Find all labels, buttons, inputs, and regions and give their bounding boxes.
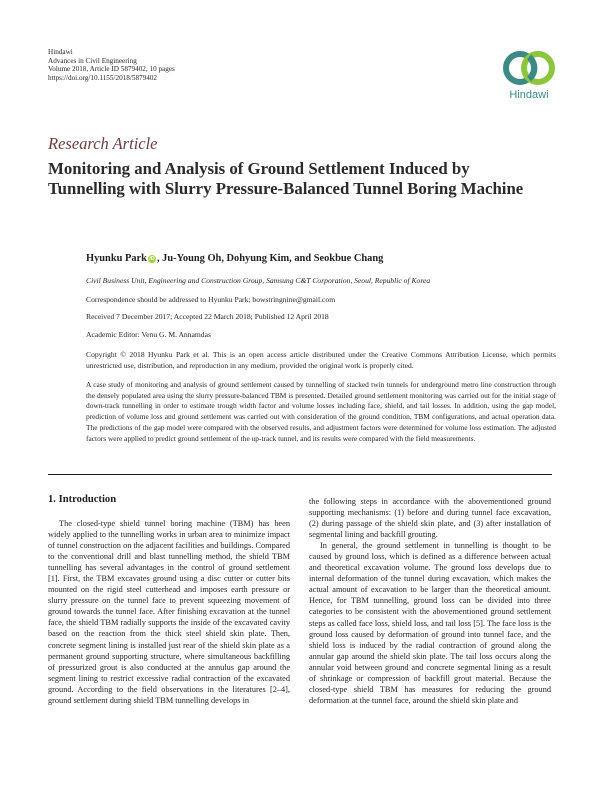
intro-paragraph-2: In general, the ground settlement in tunnelling is thought to be caused by ground loss, which is defined as a difference between actual and theoretical excavation volume. The ground loss develops due to internal deformation of the tunnel during excavation, which makes the actual amount of excavation to be larger than the theoretical amount. Hence, for TBM tunnelling, ground loss can be divided into three categories to be consistent with the abovementioned ground settlement steps as called face loss, shield loss, and tail loss [5]. The face loss is the ground loss caused by deformation of ground into tunnel face, and the shield loss is induced by the radial contraction of ground along the annular gap around the shield skin plate. The tail loss occurs along the annular void between ground and concrete segmental lining as a result of shrinkage or compression of backfill grout material. Because the closed-type shield TBM has measures for reducing the ground deformation at the tunnel face, around the shield skin plate and xyxy=(309,541,551,705)
section-divider xyxy=(48,474,552,475)
orcid-icon[interactable]: iD xyxy=(149,256,155,262)
journal-meta xyxy=(48,48,175,82)
intro-paragraph-1: The closed-type shield tunnel boring machine (TBM) has been widely applied to the tunnelling works in urban area to minimize impact of tunnel construction on the adjacent facilities and buildings. Compared to the conventional drill and blast tunnelling method, the shield TBM tunnelling has several advantages in the control of ground settlement [1]. First, the TBM excavates ground using a disc cutter or cutter bits mounted on the rigid steel cutterhead and imposes earth pressure or slurry pressure on the tunnel face to prevent squeezing movement of ground towards the tunnel face. After finishing excavation at the tunnel face, the shield TBM radially supports the inside of the excavated cavity based on the reaction from the thick steel shield skin plate. Then, concrete segment lining is installed just rear of the shield skin plate as a permanent ground supporting structure, where simultaneous backfilling of pressurized grout is also conducted at the annulus gap around the segment lining to restrict excessive radial contraction of the excavated ground. According to the field observations in the literatures [2–4], ground settlement during shield TBM tunnelling develops in xyxy=(48,519,290,705)
doi-link[interactable]: https://doi.org/10.1155/2018/5879402 xyxy=(48,73,158,82)
publisher-name: Hindawi xyxy=(48,48,73,56)
abstract: A case study of monitoring and analysis of ground settlement caused by tunnelling of stacked twin tunnels for underground metro line construction through the densely populated area using the slurry pressure-balanced TBM is presented. Detailed ground settlement monitoring was carried out for the initial stage of down-track tunnelling in order to estimate trough width factor and volume losses including face, shield, and tail losses. In addition, using the gap model, prediction of volume loss and ground settlement was carried out with consideration of the ground condition, TBM configurations, and actual operation data. The predictions of the gap model were compared with the observed results, and adjustment factors were determined for volume loss estimation. The adjusted factors were applied to predict ground settlement of the up-track tunnel, and its results were compared with the field measurements. xyxy=(86,380,556,443)
paper-title: Monitoring and Analysis of Ground Settlement Induced by Tunnelling with Slurry Pressure-Balanced Tunnel Boring Machine xyxy=(48,159,524,198)
author-list xyxy=(86,253,383,264)
copyright-notice: Copyright © 2018 Hyunku Park et al. This is an open access article distributed under the Creative Commons Attribution License, which permits unrestricted use, distribution, and reproduction in any medium, provided the original work is properly cited. xyxy=(86,350,556,370)
correspondence: Correspondence should be addressed to Hyunku Park; bowstringnine@gmail.com xyxy=(86,295,336,304)
intro-paragraph-continued: the following steps in accordance with the abovementioned ground supporting mechanisms: (1) before and during tunnel face excavation, (2) during passage of the shield skin plate, and (3) after installation of segmental lining and backfill grouting. xyxy=(309,497,551,540)
journal-name: Advances in Civil Engineering xyxy=(48,56,137,65)
body-column-left xyxy=(48,518,290,706)
other-authors: , Ju-Young Oh, Dohyung Kim, and Seokbue Chang xyxy=(156,253,384,264)
affiliation: Civil Business Unit, Engineering and Construction Group, Samsung C&T Corporation, Seoul, Republic of Korea xyxy=(86,276,431,285)
article-type: Research Article xyxy=(48,134,158,153)
academic-editor: Academic Editor: Venu G. M. Annamdas xyxy=(86,330,211,339)
first-author[interactable]: Hyunku Park xyxy=(86,253,147,264)
logo-wordmark: Hindawi xyxy=(509,89,549,101)
publication-dates: Received 7 December 2017; Accepted 22 March 2018; Published 12 April 2018 xyxy=(86,312,329,321)
section-heading-introduction: 1. Introduction xyxy=(48,494,117,505)
body-column-right xyxy=(309,496,551,706)
volume-line: Volume 2018, Article ID 5879402, 10 pages xyxy=(48,65,175,74)
